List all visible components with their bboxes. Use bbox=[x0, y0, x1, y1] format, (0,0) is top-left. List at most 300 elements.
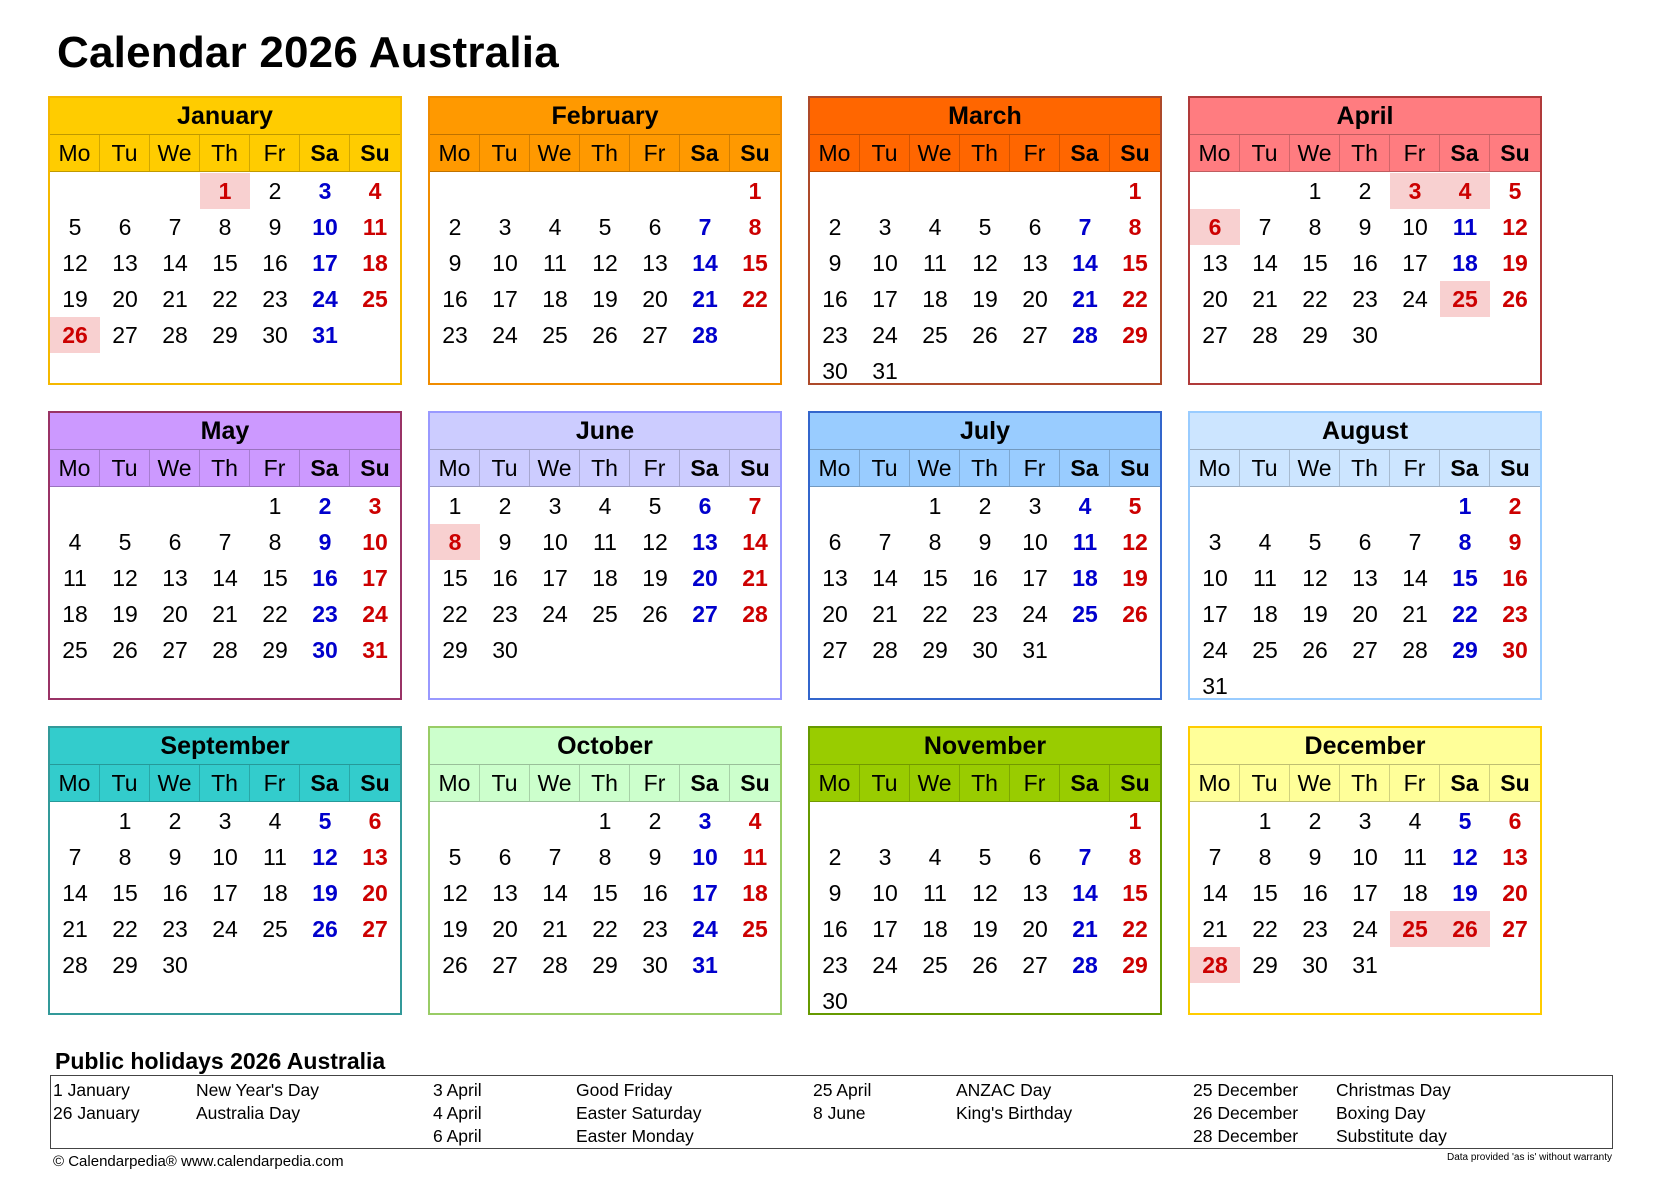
empty-cell bbox=[960, 803, 1010, 839]
weekday-label: Th bbox=[580, 765, 630, 801]
month-name: March bbox=[810, 98, 1160, 134]
weekday-label: Tu bbox=[100, 450, 150, 486]
day-cell: 21 bbox=[62, 916, 88, 942]
day-cell: 18 bbox=[542, 286, 568, 312]
holiday-date: 8 June bbox=[813, 1103, 866, 1123]
day-cell: 16 bbox=[822, 916, 848, 942]
day-cell: 3 bbox=[218, 808, 232, 834]
day-cell: 26 bbox=[592, 322, 618, 348]
footer-disclaimer: Data provided 'as is' without warranty bbox=[1446, 1152, 1612, 1163]
holidays-title: Public holidays 2026 Australia bbox=[55, 1048, 386, 1074]
day-cell: 5 bbox=[318, 808, 332, 834]
weekday-label: Mo bbox=[50, 135, 100, 171]
weekday-label: Th bbox=[1340, 135, 1390, 171]
day-cell: 10 bbox=[1022, 529, 1048, 555]
day-cell: 22 bbox=[112, 916, 138, 942]
day-cell: 23 bbox=[262, 286, 288, 312]
day-cell: 13 bbox=[112, 250, 138, 276]
holiday-date: 6 April bbox=[433, 1126, 482, 1146]
day-cell: 29 bbox=[262, 637, 288, 663]
day-cell: 18 bbox=[742, 880, 768, 906]
day-cell: 14 bbox=[62, 880, 88, 906]
empty-cell bbox=[50, 488, 100, 524]
weekday-label: Tu bbox=[1240, 135, 1290, 171]
month-name: January bbox=[50, 98, 400, 134]
day-cell: 3 bbox=[878, 214, 892, 240]
holiday-name: Easter Saturday bbox=[576, 1103, 702, 1123]
weekday-label: Tu bbox=[860, 135, 910, 171]
day-cell: 17 bbox=[1402, 250, 1428, 276]
day-cell: 6 bbox=[1358, 529, 1372, 555]
day-cell: 7 bbox=[168, 214, 182, 240]
day-cell: 16 bbox=[262, 250, 288, 276]
day-cell: 31 bbox=[362, 637, 388, 663]
empty-cell bbox=[200, 488, 250, 524]
empty-cell bbox=[680, 173, 730, 209]
holiday-day-cell: 8 bbox=[430, 524, 480, 560]
day-cell: 23 bbox=[1302, 916, 1328, 942]
day-cell: 14 bbox=[1402, 565, 1428, 591]
day-cell: 22 bbox=[1302, 286, 1328, 312]
day-cell: 25 bbox=[922, 322, 948, 348]
day-cell: 9 bbox=[648, 844, 662, 870]
empty-cell bbox=[530, 173, 580, 209]
day-cell: 30 bbox=[822, 358, 848, 384]
weekday-label: Mo bbox=[810, 135, 860, 171]
day-cell: 2 bbox=[268, 178, 282, 204]
empty-cell bbox=[1060, 173, 1110, 209]
weekday-label: Mo bbox=[1190, 450, 1240, 486]
day-cell: 26 bbox=[442, 952, 468, 978]
day-cell: 18 bbox=[922, 916, 948, 942]
month-january bbox=[48, 96, 402, 385]
day-cell: 1 bbox=[1308, 178, 1322, 204]
weekday-label: Sa bbox=[680, 765, 730, 801]
weekday-header bbox=[810, 134, 1160, 172]
day-cell: 16 bbox=[312, 565, 338, 591]
weekday-label: Tu bbox=[860, 765, 910, 801]
holiday-day-cell: 4 bbox=[1440, 173, 1490, 209]
month-name: April bbox=[1190, 98, 1540, 134]
holiday-day-cell: 1 bbox=[200, 173, 250, 209]
holiday-date: 26 January bbox=[53, 1103, 140, 1123]
day-cell: 20 bbox=[822, 601, 848, 627]
empty-cell bbox=[810, 173, 860, 209]
day-cell: 25 bbox=[1072, 601, 1098, 627]
empty-cell bbox=[100, 173, 150, 209]
holiday-day-cell: 6 bbox=[1190, 209, 1240, 245]
day-cell: 15 bbox=[112, 880, 138, 906]
day-cell: 30 bbox=[1502, 637, 1528, 663]
weekday-label: Fr bbox=[630, 450, 680, 486]
month-name: September bbox=[50, 728, 400, 764]
weekday-label: Su bbox=[1500, 140, 1530, 166]
day-cell: 26 bbox=[1122, 601, 1148, 627]
day-cell: 2 bbox=[978, 493, 992, 519]
day-cell: 8 bbox=[598, 844, 612, 870]
weekday-label: Fr bbox=[1010, 135, 1060, 171]
day-cell: 5 bbox=[978, 844, 992, 870]
day-cell: 26 bbox=[112, 637, 138, 663]
day-cell: 21 bbox=[542, 916, 568, 942]
day-cell: 13 bbox=[1202, 250, 1228, 276]
day-cell: 13 bbox=[1502, 844, 1528, 870]
day-cell: 12 bbox=[112, 565, 138, 591]
holiday-day-cell: 3 bbox=[1390, 173, 1440, 209]
weekday-label: Fr bbox=[630, 765, 680, 801]
day-cell: 24 bbox=[1352, 916, 1378, 942]
day-cell: 11 bbox=[362, 214, 388, 240]
day-cell: 9 bbox=[268, 214, 282, 240]
day-cell: 12 bbox=[1122, 529, 1148, 555]
day-cell: 14 bbox=[162, 250, 188, 276]
weekday-label: Su bbox=[360, 140, 390, 166]
day-cell: 8 bbox=[1128, 214, 1142, 240]
day-cell: 1 bbox=[598, 808, 612, 834]
month-april bbox=[1188, 96, 1542, 385]
day-cell: 1 bbox=[748, 178, 762, 204]
day-cell: 12 bbox=[442, 880, 468, 906]
day-cell: 28 bbox=[742, 601, 768, 627]
empty-cell bbox=[1240, 173, 1290, 209]
day-cell: 8 bbox=[1458, 529, 1472, 555]
day-cell: 31 bbox=[1202, 673, 1228, 699]
day-cell: 18 bbox=[922, 286, 948, 312]
day-cell: 9 bbox=[498, 529, 512, 555]
weekday-header bbox=[810, 764, 1160, 802]
empty-cell bbox=[50, 173, 100, 209]
day-cell: 2 bbox=[168, 808, 182, 834]
day-cell: 8 bbox=[1258, 844, 1272, 870]
weekday-label: Sa bbox=[1440, 765, 1490, 801]
day-cell: 23 bbox=[1352, 286, 1378, 312]
day-cell: 15 bbox=[262, 565, 288, 591]
day-cell: 4 bbox=[68, 529, 82, 555]
day-cell: 2 bbox=[1508, 493, 1522, 519]
day-cell: 10 bbox=[692, 844, 718, 870]
day-cell: 20 bbox=[362, 880, 388, 906]
day-cell: 5 bbox=[1128, 493, 1142, 519]
day-cell: 4 bbox=[748, 808, 762, 834]
weekday-label: Sa bbox=[1060, 450, 1110, 486]
weekday-label: We bbox=[150, 765, 200, 801]
day-cell: 20 bbox=[162, 601, 188, 627]
day-cell: 26 bbox=[972, 952, 998, 978]
day-cell: 29 bbox=[1122, 322, 1148, 348]
day-grid bbox=[1190, 802, 1540, 983]
day-cell: 30 bbox=[312, 637, 338, 663]
weekday-label: Tu bbox=[1240, 765, 1290, 801]
weekday-label: Tu bbox=[480, 450, 530, 486]
day-cell: 12 bbox=[972, 880, 998, 906]
day-cell: 23 bbox=[822, 322, 848, 348]
day-cell: 14 bbox=[872, 565, 898, 591]
holiday-name: Good Friday bbox=[576, 1080, 673, 1100]
day-cell: 17 bbox=[312, 250, 338, 276]
day-cell: 6 bbox=[498, 844, 512, 870]
empty-cell bbox=[1190, 173, 1240, 209]
weekday-label: Th bbox=[960, 450, 1010, 486]
day-cell: 11 bbox=[1253, 565, 1277, 591]
day-cell: 5 bbox=[1458, 808, 1472, 834]
holiday-day-cell: 25 bbox=[1390, 911, 1440, 947]
holidays-table bbox=[50, 1075, 1613, 1149]
empty-cell bbox=[1240, 488, 1290, 524]
day-cell: 5 bbox=[68, 214, 82, 240]
weekday-label: Fr bbox=[630, 135, 680, 171]
day-cell: 13 bbox=[1022, 250, 1048, 276]
day-cell: 19 bbox=[62, 286, 88, 312]
day-cell: 7 bbox=[1258, 214, 1272, 240]
day-cell: 31 bbox=[692, 952, 718, 978]
day-cell: 2 bbox=[828, 214, 842, 240]
day-cell: 24 bbox=[212, 916, 238, 942]
day-cell: 20 bbox=[1022, 916, 1048, 942]
day-cell: 20 bbox=[1502, 880, 1528, 906]
day-cell: 31 bbox=[1352, 952, 1378, 978]
day-cell: 10 bbox=[492, 250, 518, 276]
day-cell: 18 bbox=[362, 250, 388, 276]
day-cell: 24 bbox=[312, 286, 338, 312]
holiday-name: ANZAC Day bbox=[956, 1080, 1052, 1100]
day-cell: 23 bbox=[822, 952, 848, 978]
day-cell: 22 bbox=[592, 916, 618, 942]
day-cell: 2 bbox=[828, 844, 842, 870]
day-cell: 4 bbox=[368, 178, 382, 204]
weekday-label: Mo bbox=[810, 765, 860, 801]
day-cell: 21 bbox=[212, 601, 238, 627]
weekday-header bbox=[50, 134, 400, 172]
day-grid bbox=[430, 802, 780, 983]
day-cell: 14 bbox=[212, 565, 238, 591]
day-cell: 10 bbox=[362, 529, 388, 555]
day-cell: 21 bbox=[1072, 286, 1098, 312]
weekday-label: Th bbox=[580, 450, 630, 486]
weekday-label: Fr bbox=[1390, 450, 1440, 486]
day-cell: 2 bbox=[318, 493, 332, 519]
day-cell: 25 bbox=[62, 637, 88, 663]
weekday-header bbox=[430, 134, 780, 172]
day-cell: 14 bbox=[692, 250, 718, 276]
day-cell: 27 bbox=[692, 601, 718, 627]
day-cell: 7 bbox=[698, 214, 712, 240]
day-cell: 28 bbox=[1252, 322, 1278, 348]
day-cell: 16 bbox=[162, 880, 188, 906]
day-cell: 7 bbox=[1078, 214, 1092, 240]
day-cell: 2 bbox=[448, 214, 462, 240]
day-cell: 4 bbox=[928, 844, 942, 870]
day-cell: 30 bbox=[162, 952, 188, 978]
day-cell: 18 bbox=[592, 565, 618, 591]
day-grid bbox=[430, 172, 780, 353]
footer-credit: © Calendarpedia® www.calendarpedia.com bbox=[53, 1153, 344, 1170]
weekday-label: We bbox=[910, 450, 960, 486]
day-cell: 21 bbox=[692, 286, 718, 312]
day-cell: 1 bbox=[118, 808, 132, 834]
day-cell: 22 bbox=[742, 286, 768, 312]
day-cell: 20 bbox=[1202, 286, 1228, 312]
day-cell: 11 bbox=[1072, 529, 1098, 555]
day-cell: 29 bbox=[1252, 952, 1278, 978]
weekday-label: Su bbox=[1500, 770, 1530, 796]
weekday-label: Fr bbox=[1390, 765, 1440, 801]
empty-cell bbox=[630, 173, 680, 209]
day-cell: 26 bbox=[312, 916, 338, 942]
day-cell: 21 bbox=[1252, 286, 1278, 312]
day-cell: 22 bbox=[922, 601, 948, 627]
day-cell: 17 bbox=[542, 565, 568, 591]
day-cell: 6 bbox=[698, 493, 712, 519]
day-cell: 15 bbox=[1122, 880, 1148, 906]
weekday-label: We bbox=[530, 765, 580, 801]
month-name: June bbox=[430, 413, 780, 449]
weekday-label: We bbox=[150, 450, 200, 486]
day-cell: 10 bbox=[1402, 214, 1428, 240]
day-cell: 8 bbox=[1308, 214, 1322, 240]
day-cell: 26 bbox=[642, 601, 668, 627]
day-cell: 14 bbox=[542, 880, 568, 906]
day-cell: 3 bbox=[498, 214, 512, 240]
day-cell: 27 bbox=[822, 637, 848, 663]
day-cell: 4 bbox=[548, 214, 562, 240]
day-cell: 15 bbox=[592, 880, 618, 906]
empty-cell bbox=[1390, 488, 1440, 524]
day-cell: 1 bbox=[928, 493, 942, 519]
day-cell: 22 bbox=[262, 601, 288, 627]
weekday-header bbox=[810, 449, 1160, 487]
empty-cell bbox=[1340, 488, 1390, 524]
day-cell: 1 bbox=[1128, 808, 1142, 834]
day-cell: 19 bbox=[1122, 565, 1148, 591]
day-cell: 17 bbox=[1352, 880, 1378, 906]
day-cell: 29 bbox=[442, 637, 468, 663]
day-cell: 25 bbox=[742, 916, 768, 942]
day-cell: 27 bbox=[1202, 322, 1228, 348]
weekday-label: Mo bbox=[1190, 135, 1240, 171]
day-cell: 30 bbox=[492, 637, 518, 663]
day-cell: 16 bbox=[1302, 880, 1328, 906]
day-cell: 21 bbox=[162, 286, 188, 312]
empty-cell bbox=[1290, 488, 1340, 524]
day-cell: 18 bbox=[1252, 601, 1278, 627]
day-cell: 25 bbox=[362, 286, 388, 312]
weekday-label: Mo bbox=[430, 135, 480, 171]
weekday-label: Fr bbox=[250, 765, 300, 801]
weekday-header bbox=[1190, 449, 1540, 487]
day-cell: 19 bbox=[112, 601, 138, 627]
day-cell: 27 bbox=[112, 322, 138, 348]
day-cell: 19 bbox=[642, 565, 668, 591]
month-june bbox=[428, 411, 782, 700]
day-cell: 7 bbox=[68, 844, 82, 870]
day-cell: 12 bbox=[1452, 844, 1478, 870]
day-cell: 24 bbox=[692, 916, 718, 942]
day-cell: 20 bbox=[692, 565, 718, 591]
holiday-date: 25 December bbox=[1193, 1080, 1299, 1100]
weekday-label: We bbox=[910, 765, 960, 801]
empty-cell bbox=[50, 803, 100, 839]
day-cell: 11 bbox=[923, 880, 947, 906]
day-cell: 30 bbox=[642, 952, 668, 978]
weekday-label: Su bbox=[740, 140, 770, 166]
day-cell: 11 bbox=[543, 250, 567, 276]
weekday-label: Sa bbox=[680, 135, 730, 171]
day-cell: 5 bbox=[978, 214, 992, 240]
day-cell: 20 bbox=[112, 286, 138, 312]
weekday-label: Su bbox=[1500, 455, 1530, 481]
day-cell: 9 bbox=[448, 250, 462, 276]
month-name: August bbox=[1190, 413, 1540, 449]
day-cell: 18 bbox=[62, 601, 88, 627]
day-grid bbox=[50, 172, 400, 353]
month-september bbox=[48, 726, 402, 1015]
day-cell: 22 bbox=[212, 286, 238, 312]
day-cell: 6 bbox=[1028, 214, 1042, 240]
day-cell: 16 bbox=[972, 565, 998, 591]
day-cell: 1 bbox=[1458, 493, 1472, 519]
day-cell: 13 bbox=[642, 250, 668, 276]
empty-cell bbox=[480, 173, 530, 209]
day-cell: 5 bbox=[648, 493, 662, 519]
day-cell: 16 bbox=[1502, 565, 1528, 591]
day-cell: 11 bbox=[63, 565, 87, 591]
day-cell: 18 bbox=[262, 880, 288, 906]
day-cell: 29 bbox=[1302, 322, 1328, 348]
day-cell: 22 bbox=[1122, 916, 1148, 942]
weekday-header bbox=[50, 764, 400, 802]
day-cell: 24 bbox=[1402, 286, 1428, 312]
day-cell: 16 bbox=[822, 286, 848, 312]
month-name: November bbox=[810, 728, 1160, 764]
weekday-label: Sa bbox=[300, 135, 350, 171]
empty-cell bbox=[1010, 803, 1060, 839]
weekday-label: Su bbox=[1120, 455, 1150, 481]
weekday-label: Th bbox=[960, 765, 1010, 801]
day-cell: 7 bbox=[1408, 529, 1422, 555]
day-cell: 20 bbox=[492, 916, 518, 942]
empty-cell bbox=[150, 173, 200, 209]
day-cell: 8 bbox=[1128, 844, 1142, 870]
weekday-label: Sa bbox=[680, 450, 730, 486]
day-cell: 14 bbox=[742, 529, 768, 555]
weekday-label: Tu bbox=[480, 135, 530, 171]
day-cell: 12 bbox=[592, 250, 618, 276]
day-cell: 5 bbox=[448, 844, 462, 870]
day-cell: 13 bbox=[1352, 565, 1378, 591]
empty-cell bbox=[1190, 488, 1240, 524]
day-cell: 23 bbox=[162, 916, 188, 942]
weekday-header bbox=[1190, 764, 1540, 802]
day-cell: 19 bbox=[1452, 880, 1478, 906]
weekday-label: Fr bbox=[1390, 135, 1440, 171]
day-grid bbox=[50, 487, 400, 668]
day-cell: 16 bbox=[1352, 250, 1378, 276]
day-cell: 23 bbox=[492, 601, 518, 627]
month-name: May bbox=[50, 413, 400, 449]
weekday-label: Tu bbox=[1240, 450, 1290, 486]
day-cell: 11 bbox=[1403, 844, 1427, 870]
empty-cell bbox=[860, 173, 910, 209]
empty-cell bbox=[860, 488, 910, 524]
day-cell: 23 bbox=[442, 322, 468, 348]
holiday-date: 1 January bbox=[53, 1080, 130, 1100]
day-cell: 19 bbox=[592, 286, 618, 312]
day-cell: 30 bbox=[1302, 952, 1328, 978]
day-cell: 15 bbox=[742, 250, 768, 276]
weekday-label: Mo bbox=[430, 765, 480, 801]
month-october bbox=[428, 726, 782, 1015]
day-cell: 2 bbox=[1358, 178, 1372, 204]
